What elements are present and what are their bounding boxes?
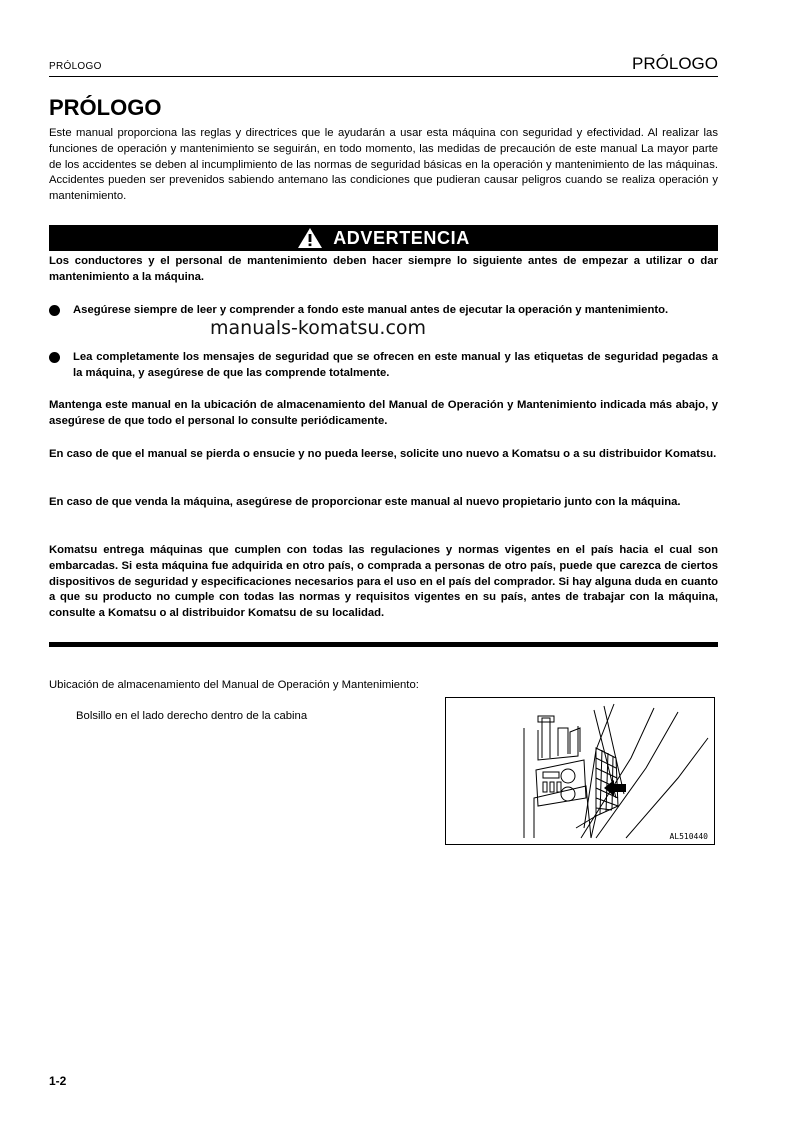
bullet-text: Lea completamente los mensajes de seguridad que se ofrecen en este manual y las etiquetas de seguridad pegadas a la máquina, y asegúrese de que las comprende totalmente.	[73, 351, 718, 379]
cab-storage-figure	[445, 697, 715, 845]
intro-paragraph: Este manual proporciona las reglas y directrices que le ayudarán a usar esta máquina con seguridad y efectividad. Al realizar las funciones de operación y mantenimiento se seguirán, en todo momento, las medidas de precaución de este manual La mayor parte de los accidentes se deben al incumplimiento de las normas de seguridad básicas en la operación y mantenimiento de las máquinas. Accidentes pueden ser prevenidos sabiendo antemano las condiciones que pudieran causar peligros cuando se realiza operación y mantenimiento.	[49, 127, 718, 203]
header-section-label: PRÓLOGO	[49, 61, 102, 72]
warning-bullet-item	[49, 350, 718, 382]
warning-paragraph-resale: En caso de que venda la máquina, asegúrese de proporcionar este manual al nuevo propietario junto con la máquina.	[49, 496, 681, 508]
warning-paragraph-storage: Mantenga este manual en la ubicación de almacenamiento del Manual de Operación y Mantenimiento indicada más abajo, y asegúrese de que todo el personal lo consulte periódicamente.	[49, 399, 718, 427]
bullet-dot-icon	[49, 305, 60, 316]
warning-lead: Los conductores y el personal de mantenimiento deben hacer siempre lo siguiente antes de empezar a utilizar o dar mantenimiento a la máquina.	[49, 255, 718, 283]
warning-label: ADVERTENCIA	[333, 227, 470, 248]
figure-caption: AL510440	[669, 832, 708, 841]
warning-banner	[49, 225, 718, 251]
watermark-text: manuals-komatsu.com	[210, 317, 427, 339]
storage-location-label: Ubicación de almacenamiento del Manual de Operación y Mantenimiento:	[49, 679, 419, 691]
page-number: 1-2	[49, 1074, 67, 1088]
bullet-dot-icon	[49, 352, 60, 363]
page-title: PRÓLOGO	[49, 95, 162, 120]
header-rule	[49, 76, 718, 77]
cab-pocket-illustration	[446, 698, 714, 844]
storage-location-value: Bolsillo en el lado derecho dentro de la cabina	[76, 710, 308, 722]
bullet-text: Asegúrese siempre de leer y comprender a fondo este manual antes de ejecutar la operación y mantenimiento.	[73, 304, 669, 316]
warning-triangle-icon	[297, 227, 323, 249]
warning-paragraph-replacement: En caso de que el manual se pierda o ensucie y no pueda leerse, solicite uno nuevo a Komatsu o a su distribuidor Komatsu.	[49, 448, 717, 460]
warning-end-rule	[49, 642, 718, 647]
warning-paragraph-regulations: Komatsu entrega máquinas que cumplen con todas las regulaciones y normas vigentes en el país hacia el cual son embarcadas. Si esta máquina fue adquirida en otro país, o comprada a personas de otro país, puede que carezca de ciertos dispositivos de seguridad y especificaciones necesarios para el uso en el país del comprador. Si hay alguna duda en cuanto a que su producto no cumple con todas las normas y requisitos vigentes en su país, antes de trabajar con la máquina, consulte a Komatsu o al distribuidor Komatsu de su localidad.	[49, 544, 718, 620]
header-chapter-title: PRÓLOGO	[632, 54, 718, 73]
